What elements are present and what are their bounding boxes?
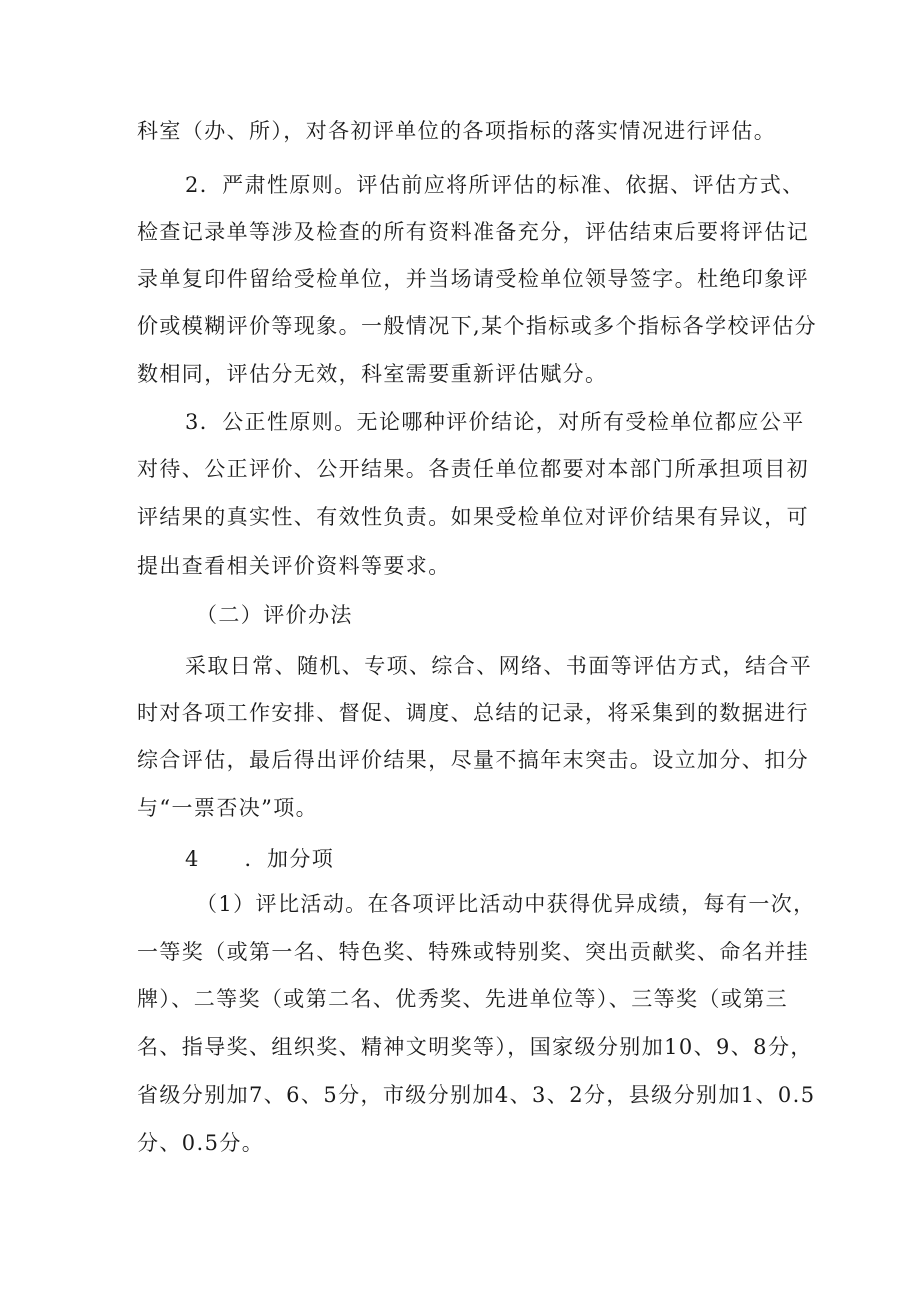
text-line: 名、指导奖、组织奖、精神文明奖等），国家级分别加10、9、8分， [137, 1035, 813, 1059]
text-line: 与“一票否决”项。 [137, 796, 319, 820]
text-line: 对待、公正评价、公开结果。各责任单位都要对本部门所承担项目初 [137, 457, 809, 481]
text-line: 科室（办、所），对各初评单位的各项指标的落实情况进行评估。 [137, 119, 777, 143]
text-line: （1）评比活动。在各项评比活动中获得优异成绩，每有一次， [196, 892, 816, 916]
text-line: 检查记录单等涉及检查的所有资料准备充分，评估结束后要将评估记 [137, 220, 809, 244]
section-heading: （二）评价办法 [196, 603, 353, 627]
text-line: 一等奖（或第一名、特色奖、特殊或特别奖、突出贡献奖、命名并挂 [137, 940, 809, 964]
text-line: 综合评估，最后得出评价结果，尽量不搞年末突击。设立加分、扣分 [137, 748, 809, 772]
paragraph-heading-3: 3．公正性原则。无论哪种评价结论，对所有受检单位都应公平 [185, 410, 805, 434]
text-line: 价或模糊评价等现象。一般情况下,某个指标或多个指标各学校评估分 [137, 314, 818, 338]
text-line: 录单复印件留给受检单位，并当场请受检单位领导签字。杜绝印象评 [137, 267, 809, 291]
paragraph-heading-2: 2．严肃性原则。评估前应将所评估的标准、依据、评估方式、 [185, 173, 805, 197]
text-line: 评结果的真实性、有效性负责。如果受检单位对评价结果有异议，可 [137, 505, 809, 529]
text-line: 牌）、二等奖（或第二名、优秀奖、先进单位等）、三等奖（或第三 [137, 987, 788, 1011]
text-line: 采取日常、随机、专项、综合、网络、书面等评估方式，结合平 [185, 654, 813, 678]
text-line: 省级分别加7、6、5分，市级分别加4、3、2分，县级分别加1、0.5 [137, 1083, 816, 1107]
subsection-heading: 4 ．加分项 [185, 847, 335, 871]
text-line: 数相同，评估分无效，科室需要重新评估赋分。 [137, 362, 608, 386]
text-line: 时对各项工作安排、督促、调度、总结的记录，将采集到的数据进行 [137, 701, 809, 725]
text-line: 分、0.5分。 [137, 1131, 265, 1155]
text-line: 提出查看相关评价资料等要求。 [137, 554, 451, 578]
